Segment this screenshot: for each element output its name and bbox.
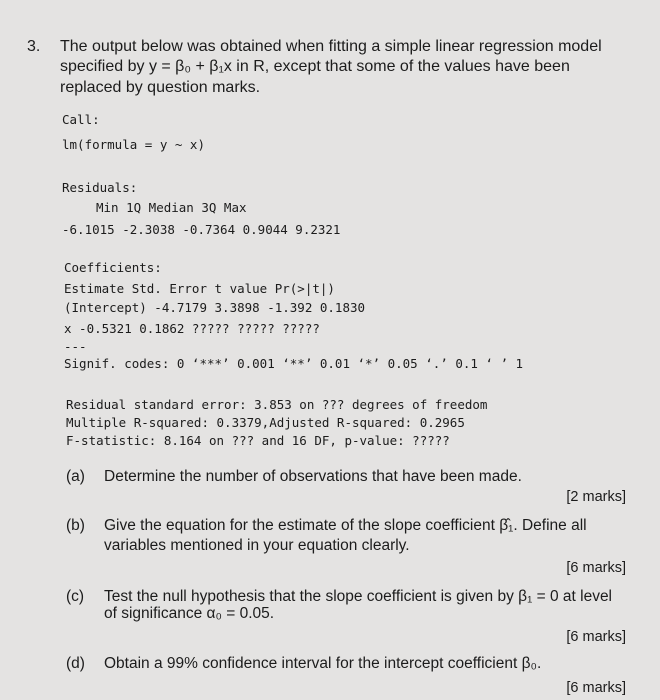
residual-standard-error: Residual standard error: 3.853 on ??? degrees of freedom: [66, 397, 488, 412]
call-formula: lm(formula = y ~ x): [62, 137, 205, 152]
intro-line-1: The output below was obtained when fitting a simple linear regression model: [60, 38, 602, 55]
part-d-text: Obtain a 99% confidence interval for the intercept coefficient β₀.: [104, 655, 542, 672]
part-d-label: (d): [66, 655, 85, 672]
part-b-label: (b): [66, 517, 85, 534]
separator-line: ---: [64, 339, 87, 354]
signif-codes: Signif. codes: 0 ‘***’ 0.001 ‘**’ 0.01 ‘*’ 0.05 ‘.’ 0.1 ‘ ’ 1: [64, 356, 524, 371]
call-label: Call:: [62, 112, 100, 127]
coefficients-header: Estimate Std. Error t value Pr(>|t|): [64, 281, 335, 296]
part-a-marks: [2 marks]: [566, 489, 626, 505]
part-c-text-line-2: of significance α₀ = 0.05.: [104, 605, 275, 622]
part-c-marks: [6 marks]: [566, 629, 626, 645]
part-a-text: Determine the number of observations that have been made.: [104, 468, 522, 485]
coefficient-row-intercept: (Intercept) -4.7179 3.3898 -1.392 0.1830: [64, 300, 366, 315]
part-c-text-line-1: Test the null hypothesis that the slope coefficient is given by β₁ = 0 at level: [104, 588, 613, 605]
intro-line-3: replaced by question marks.: [60, 79, 261, 96]
part-c-label: (c): [66, 588, 85, 605]
r-squared-line: Multiple R-squared: 0.3379,Adjusted R-squared: 0.2965: [66, 415, 465, 430]
coefficients-label: Coefficients:: [64, 260, 162, 275]
part-a-label: (a): [66, 468, 85, 485]
f-statistic-line: F-statistic: 8.164 on ??? and 16 DF, p-value: ?????: [66, 433, 450, 448]
part-d-marks: [6 marks]: [566, 680, 626, 696]
coefficient-row-x: x -0.5321 0.1862 ????? ????? ?????: [64, 321, 320, 336]
residuals-values: -6.1015 -2.3038 -0.7364 0.9044 9.2321: [62, 222, 341, 237]
intro-line-2: specified by y = β₀ + β₁x in R, except that some of the values have been: [60, 58, 570, 75]
part-b-text-line-2: variables mentioned in your equation clearly.: [104, 537, 410, 554]
part-b-text-line-1: Give the equation for the estimate of the slope coefficient β̂₁. Define all: [104, 517, 587, 534]
part-b-marks: [6 marks]: [566, 560, 626, 576]
residuals-label: Residuals:: [62, 180, 138, 195]
residuals-header: Min 1Q Median 3Q Max: [96, 200, 247, 215]
question-number: 3.: [27, 38, 41, 55]
